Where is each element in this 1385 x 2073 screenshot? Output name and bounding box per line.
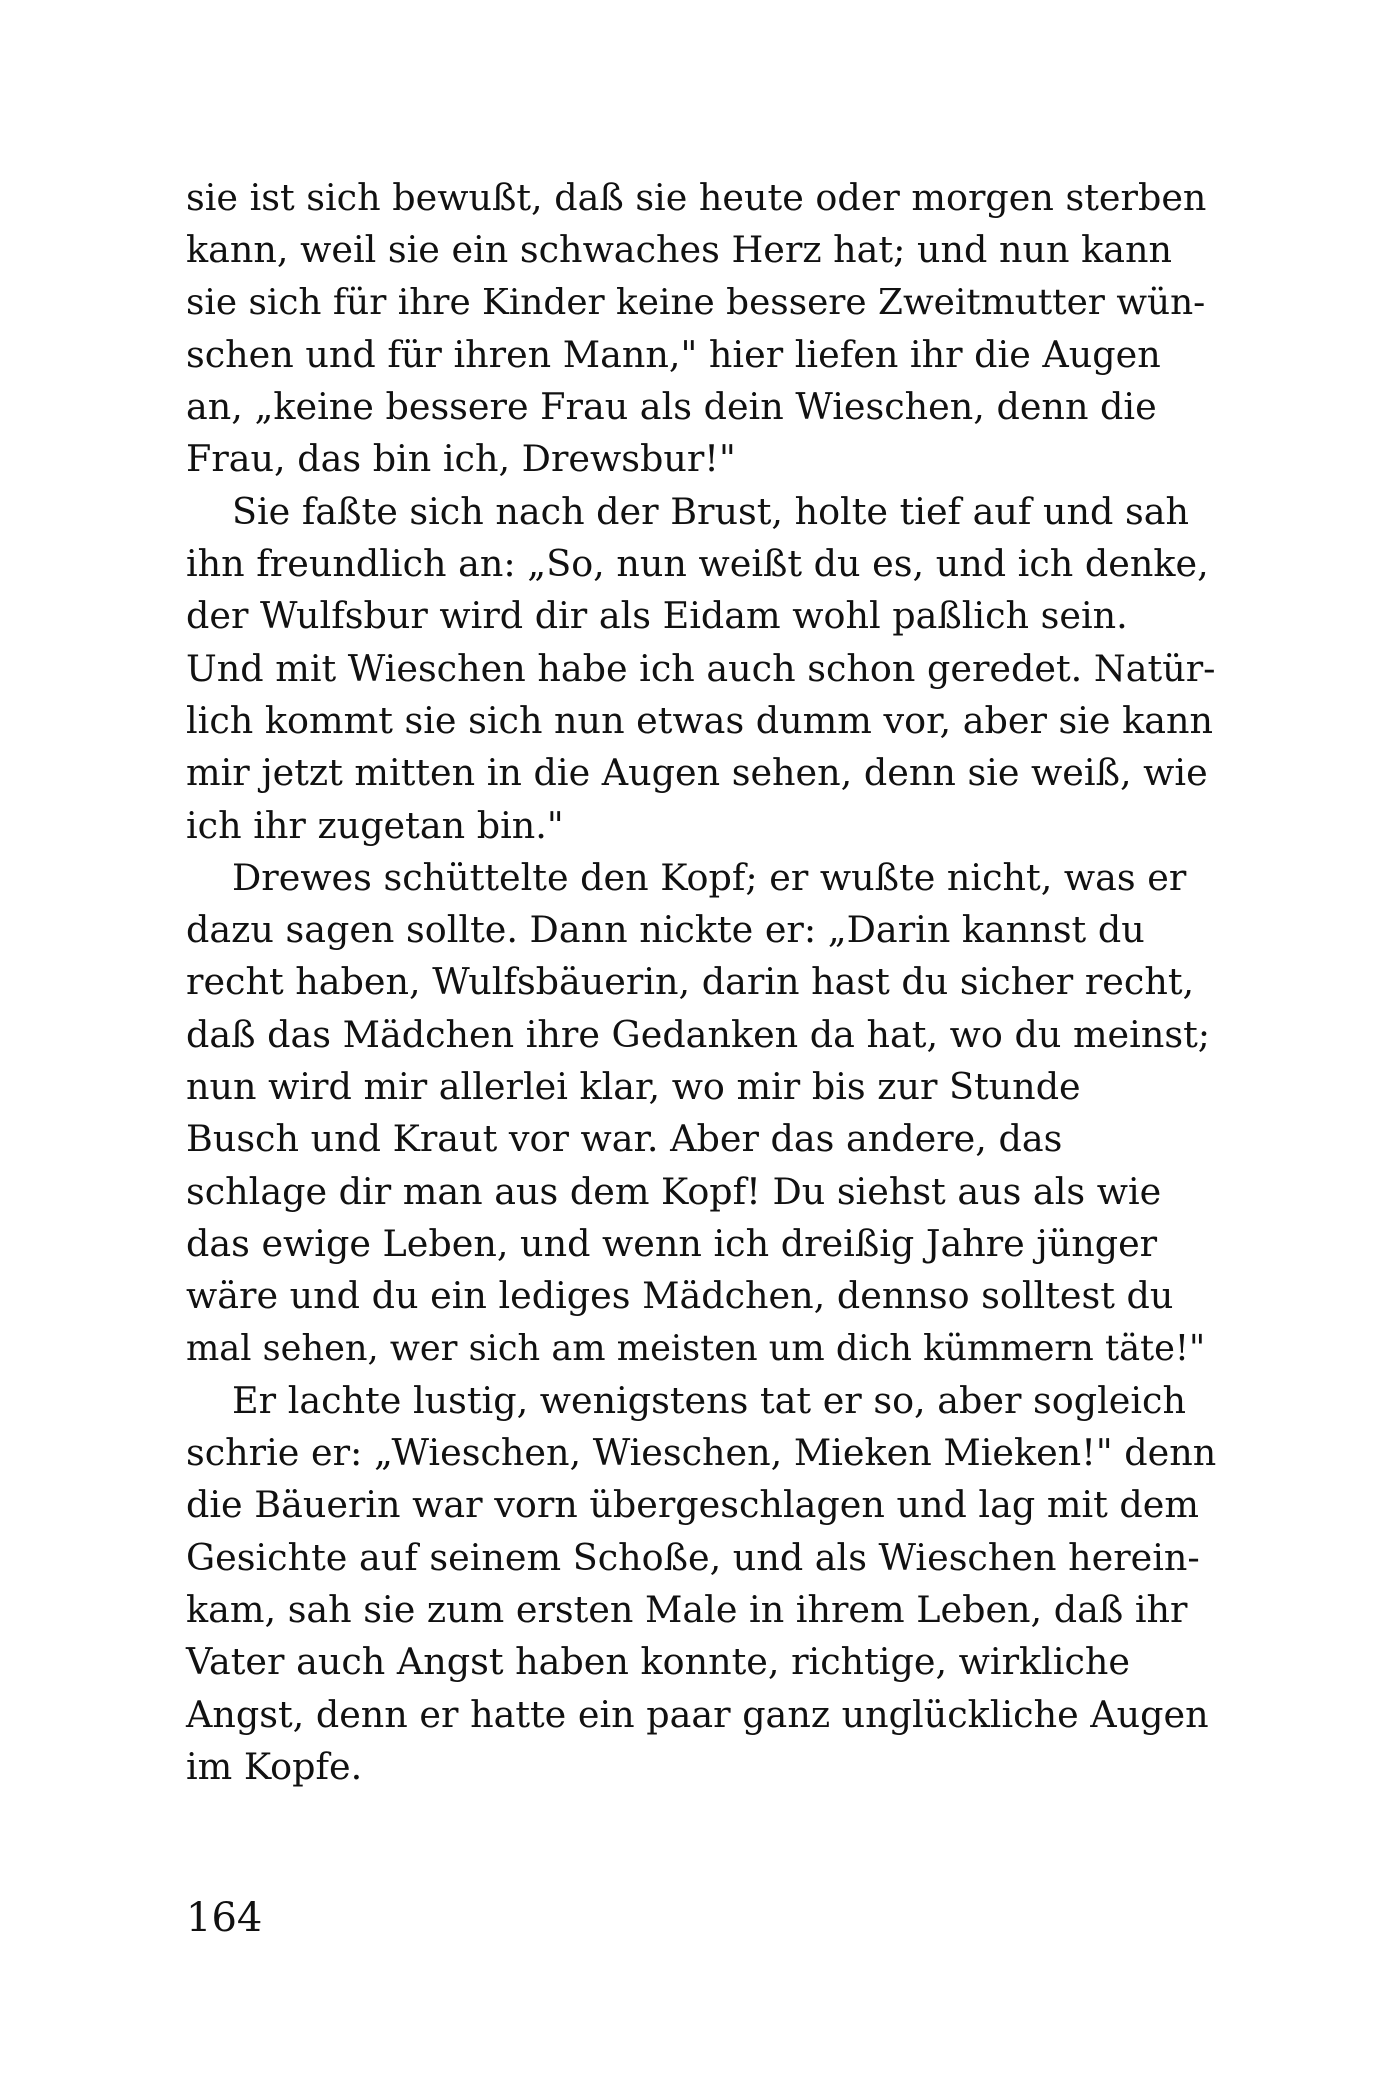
- text-line: recht haben, Wulfsbäuerin, darin hast du sicher recht,: [186, 960, 1195, 1004]
- text-line: ich ihr zugetan bin.": [186, 803, 564, 847]
- text-line: an, „keine bessere Frau als dein Wieschen, denn die: [186, 385, 1157, 429]
- text-line: wäre und du ein lediges Mädchen, dennso solltest du: [186, 1274, 1174, 1318]
- text-line: Gesichte auf seinem Schoße, und als Wieschen herein-: [186, 1535, 1200, 1579]
- text-line: daß das Mädchen ihre Gedanken da hat, wo du meinst;: [186, 1012, 1211, 1056]
- text-line: Frau, das bin ich, Drewsbur!": [186, 437, 736, 481]
- text-line: kann, weil sie ein schwaches Herz hat; und nun kann: [186, 228, 1172, 272]
- text-line: schlage dir man aus dem Kopf! Du siehst aus als wie: [186, 1169, 1162, 1213]
- page-number: 164: [186, 1895, 263, 1941]
- text-line: dazu sagen sollte. Dann nickte er: „Darin kannst du: [186, 908, 1145, 952]
- text-line: sie sich für ihre Kinder keine bessere Zweitmutter wün-: [186, 281, 1206, 323]
- text-line: Und mit Wieschen habe ich auch schon geredet. Natür-: [186, 646, 1216, 690]
- text-line: Angst, denn er hatte ein paar ganz unglückliche Augen: [186, 1692, 1209, 1736]
- text-line: kam, sah sie zum ersten Male in ihrem Leben, daß ihr: [186, 1588, 1188, 1632]
- text-line: der Wulfsbur wird dir als Eidam wohl paßlich sein.: [186, 594, 1128, 638]
- text-line: Vater auch Angst haben konnte, richtige, wirkliche: [186, 1640, 1131, 1684]
- text-line: das ewige Leben, und wenn ich dreißig Jahre jünger: [186, 1221, 1158, 1265]
- text-line: sie ist sich bewußt, daß sie heute oder morgen sterben: [186, 176, 1207, 219]
- text-line: Busch und Kraut vor war. Aber das andere, das: [186, 1117, 1063, 1161]
- body-text: [186, 172, 1216, 1793]
- paragraph-start-line: Drewes schüttelte den Kopf; er wußte nicht, was er: [232, 855, 1187, 899]
- text-line: die Bäuerin war vorn übergeschlagen und lag mit dem: [186, 1483, 1199, 1527]
- text-line: schen und für ihren Mann," hier liefen ihr die Augen: [186, 332, 1161, 376]
- text-line: mir jetzt mitten in die Augen sehen, denn sie weiß, wie: [186, 751, 1208, 795]
- text-line: mal sehen, wer sich am meisten um dich kümmern täte!": [186, 1327, 1206, 1369]
- paragraph-start-line: Sie faßte sich nach der Brust, holte tief auf und sah: [232, 489, 1190, 533]
- text-line: ihn freundlich an: „So, nun weißt du es, und ich denke,: [186, 542, 1209, 586]
- text-line: nun wird mir allerlei klar, wo mir bis zur Stunde: [186, 1065, 1081, 1109]
- text-line: lich kommt sie sich nun etwas dumm vor, aber sie kann: [186, 698, 1213, 742]
- paragraph-start-line: Er lachte lustig, wenigstens tat er so, aber sogleich: [232, 1378, 1187, 1422]
- text-line: schrie er: „Wieschen, Wieschen, Mieken Mieken!" denn: [186, 1431, 1217, 1475]
- text-line: im Kopfe.: [186, 1744, 363, 1788]
